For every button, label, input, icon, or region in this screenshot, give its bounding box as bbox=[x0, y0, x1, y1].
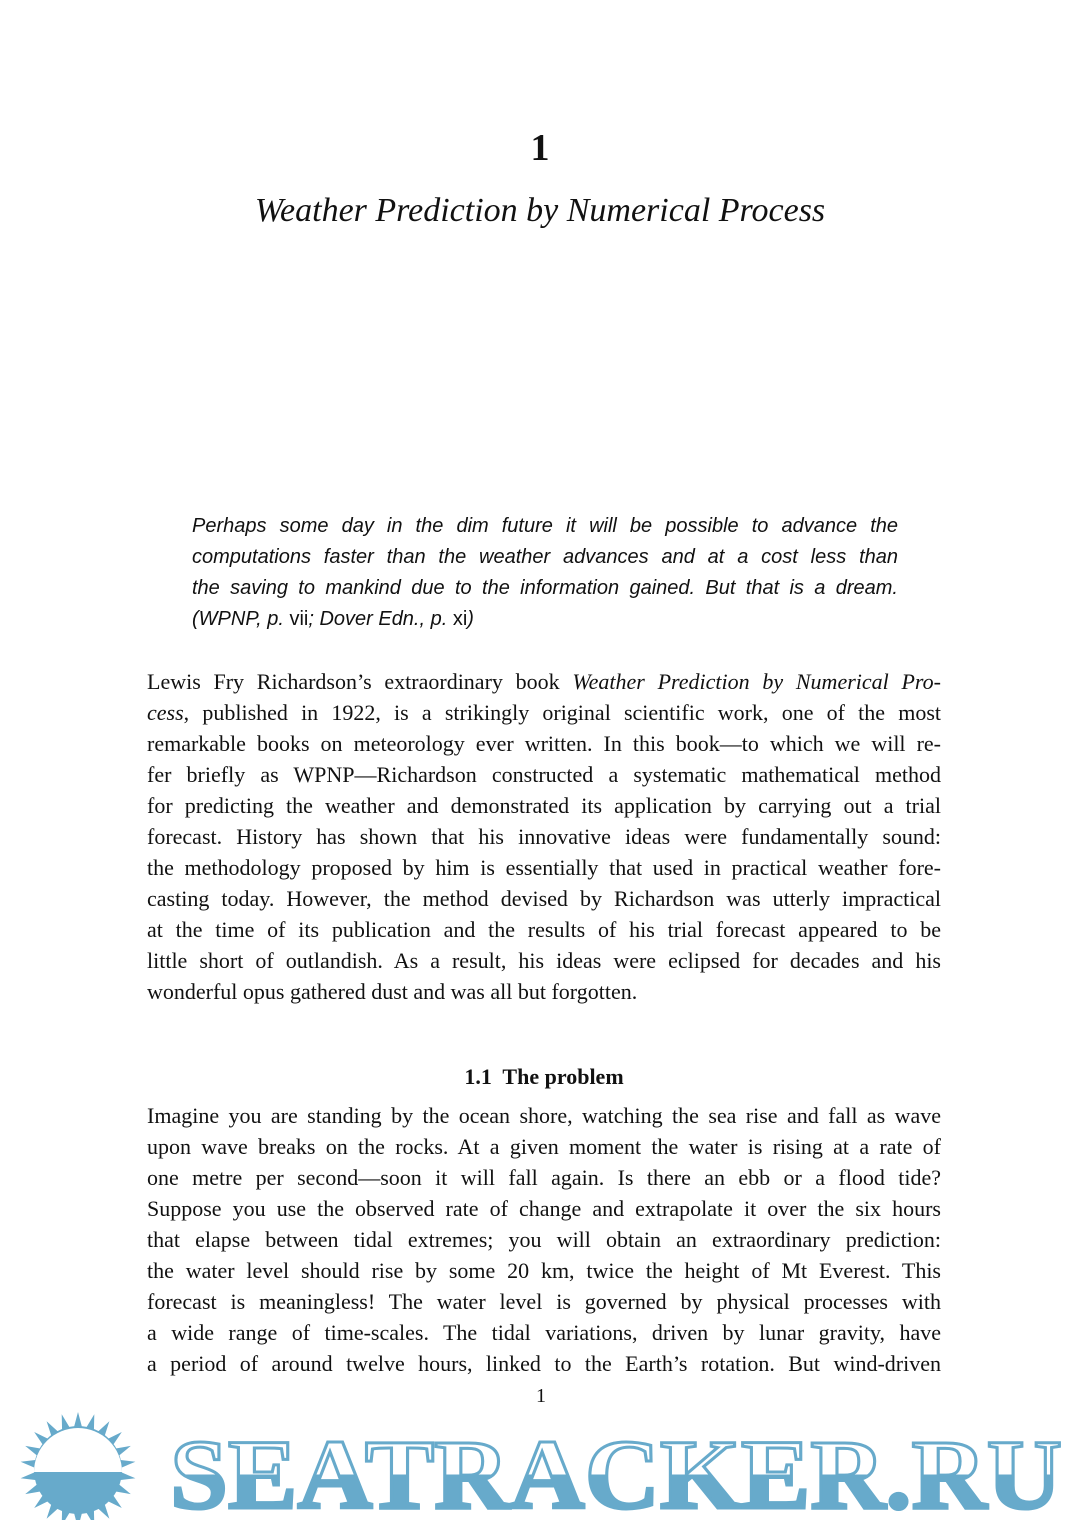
intro-paragraph bbox=[147, 666, 941, 1007]
citation-part: vii bbox=[289, 608, 309, 630]
paragraph-line: wonderful opus gathered dust and was all but forgotten. bbox=[147, 979, 638, 1004]
sun-icon bbox=[21, 1412, 136, 1520]
chapter-title: Weather Prediction by Numerical Process bbox=[254, 192, 826, 229]
paragraph-line: the water level should rise by some 20 km, twice the height of Mt Everest. This bbox=[147, 1258, 941, 1283]
watermark-text: SEATRACKER.RU bbox=[170, 1419, 1062, 1520]
paragraph-line: casting today. However, the method devised by Richardson was utterly impractical bbox=[147, 886, 941, 911]
text: , published in 1922, is a strikingly original scientific work, one of the most bbox=[183, 700, 941, 725]
section-heading: 1.1 The problem bbox=[464, 1064, 624, 1089]
epigraph-line: the saving to mankind due to the information gained. But that is a dream. bbox=[192, 577, 898, 599]
chapter-number: 1 bbox=[530, 127, 550, 169]
book-title: Weather Prediction by Numerical Pro- bbox=[572, 669, 941, 694]
epigraph-line: computations faster than the weather advances and at a cost less than bbox=[192, 546, 898, 568]
watermark-logo bbox=[0, 1412, 1080, 1520]
section-paragraph bbox=[147, 1100, 941, 1379]
paragraph-line: a wide range of time-scales. The tidal variations, driven by lunar gravity, have bbox=[147, 1320, 941, 1345]
paragraph-line: little short of outlandish. As a result, his ideas were eclipsed for decades and his bbox=[147, 948, 941, 973]
citation-part: ; Dover Edn., p. bbox=[308, 608, 453, 630]
paragraph-line bbox=[147, 666, 941, 697]
paragraph-line: forecast. History has shown that his innovative ideas were fundamentally sound: bbox=[147, 824, 941, 849]
paragraph-line: for predicting the weather and demonstrated its application by carrying out a trial bbox=[147, 793, 941, 818]
epigraph bbox=[192, 511, 898, 635]
book-title: cess bbox=[147, 700, 184, 725]
paragraph-line bbox=[147, 697, 941, 728]
paragraph-line: a period of around twelve hours, linked to the Earth’s rotation. But wind-driven bbox=[147, 1351, 941, 1376]
citation-part: (WPNP, p. bbox=[192, 608, 290, 630]
epigraph-line: Perhaps some day in the dim future it will be possible to advance the bbox=[192, 515, 898, 537]
paragraph-line: Imagine you are standing by the ocean shore, watching the sea rise and fall as wave bbox=[147, 1103, 941, 1128]
paragraph-line: remarkable books on meteorology ever written. In this book—to which we will re- bbox=[147, 731, 941, 756]
paragraph-line: at the time of its publication and the results of his trial forecast appeared to be bbox=[147, 917, 941, 942]
epigraph-citation bbox=[192, 604, 898, 635]
paragraph-line: Suppose you use the observed rate of change and extrapolate it over the six hours bbox=[147, 1196, 941, 1221]
citation-part: ) bbox=[467, 608, 474, 630]
citation-part: xi bbox=[452, 608, 468, 630]
paragraph-line: one metre per second—soon it will fall again. Is there an ebb or a flood tide? bbox=[147, 1165, 941, 1190]
paragraph-line: upon wave breaks on the rocks. At a given moment the water is rising at a rate of bbox=[147, 1134, 941, 1159]
paragraph-line: forecast is meaningless! The water level is governed by physical processes with bbox=[147, 1289, 941, 1314]
paragraph-line: that elapse between tidal extremes; you will obtain an extraordinary prediction: bbox=[147, 1227, 941, 1252]
paragraph-line: fer briefly as WPNP—Richardson constructed a systematic mathematical method bbox=[147, 762, 941, 787]
paragraph-line: the methodology proposed by him is essentially that used in practical weather fore- bbox=[147, 855, 941, 880]
page-number: 1 bbox=[536, 1385, 546, 1407]
text: Lewis Fry Richardson’s extraordinary book bbox=[147, 669, 573, 694]
